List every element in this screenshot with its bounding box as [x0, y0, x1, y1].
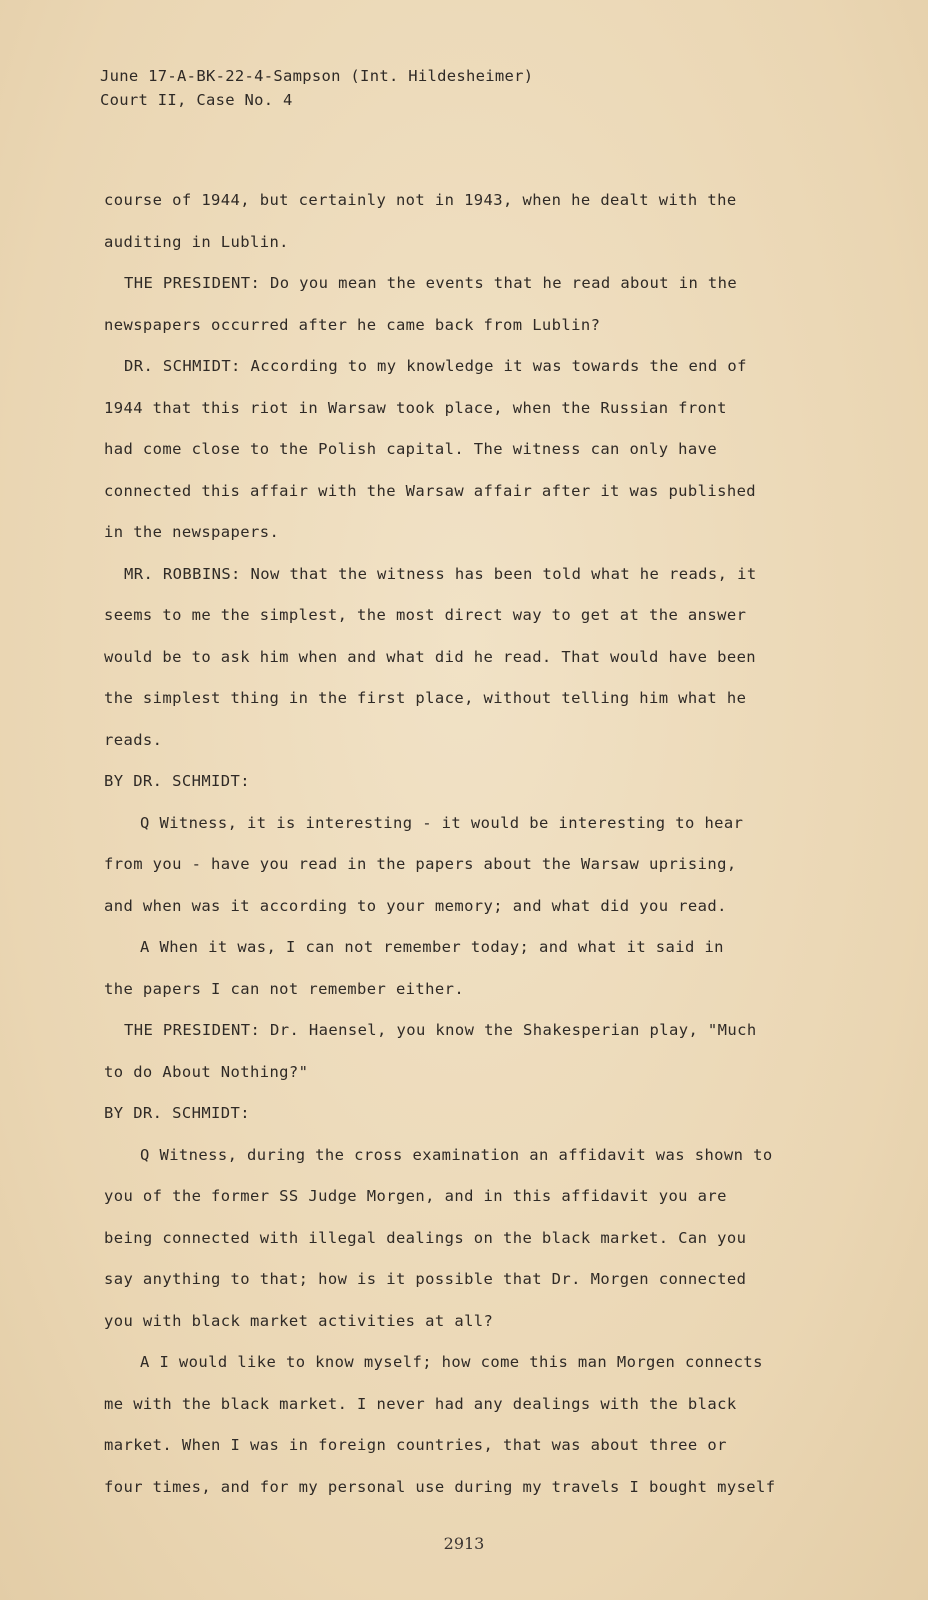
transcript-line: had come close to the Polish capital. The witness can only have: [104, 440, 718, 458]
transcript-line: you with black market activities at all?: [104, 1311, 494, 1330]
transcript-paragraph: [104, 1010, 824, 1093]
transcript-line: BY DR. SCHMIDT:: [104, 1104, 250, 1122]
transcript-line: and when was it according to your memory; and what did you read.: [104, 896, 727, 915]
transcript-line: say anything to that; how is it possible that Dr. Morgen connected: [104, 1270, 747, 1288]
transcript-line: 1944 that this riot in Warsaw took place, when the Russian front: [104, 398, 727, 417]
transcript-paragraph: [104, 1093, 824, 1135]
transcript-body: [104, 180, 824, 1508]
transcript-line: course of 1944, but certainly not in 1943, when he dealt with the: [104, 191, 737, 209]
transcript-line: BY DR. SCHMIDT:: [104, 772, 250, 790]
transcript-line: from you - have you read in the papers about the Warsaw uprising,: [104, 855, 737, 873]
transcript-line: THE PRESIDENT: Dr. Haensel, you know the Shakesperian play, "Much: [124, 1021, 757, 1039]
transcript-line: being connected with illegal dealings on the black market. Can you: [104, 1228, 747, 1247]
transcript-line: MR. ROBBINS: Now that the witness has been told what he reads, it: [124, 564, 757, 583]
header-line-1: June 17-A-BK-22-4-Sampson (Int. Hildesheimer): [100, 67, 534, 85]
transcript-line: the simplest thing in the first place, without telling him what he: [104, 689, 747, 707]
transcript-paragraph: [104, 1342, 824, 1508]
transcript-line: newspapers occurred after he came back from Lublin?: [104, 315, 601, 334]
transcript-line: the papers I can not remember either.: [104, 979, 465, 998]
transcript-paragraph: [104, 927, 824, 1010]
transcript-line: A When it was, I can not remember today; and what it said in: [140, 938, 724, 956]
transcript-line: in the newspapers.: [104, 523, 280, 541]
transcript-line: market. When I was in foreign countries, that was about three or: [104, 1436, 727, 1454]
transcript-line: Q Witness, it is interesting - it would be interesting to hear: [140, 813, 744, 832]
transcript-line: me with the black market. I never had any dealings with the black: [104, 1394, 737, 1413]
transcript-paragraph: [104, 554, 824, 762]
transcript-paragraph: [104, 803, 824, 928]
transcript-line: to do About Nothing?": [104, 1062, 309, 1081]
transcript-paragraph: [104, 1135, 824, 1343]
transcript-line: seems to me the simplest, the most direct way to get at the answer: [104, 606, 747, 624]
transcript-line: reads.: [104, 730, 163, 749]
page-number: 2913: [443, 1534, 485, 1553]
transcript-line: four times, and for my personal use during my travels I bought myself: [104, 1477, 776, 1496]
transcript-line: connected this affair with the Warsaw affair after it was published: [104, 481, 757, 500]
transcript-paragraph: [104, 263, 824, 346]
transcript-line: A I would like to know myself; how come this man Morgen connects: [140, 1353, 763, 1371]
transcript-paragraph: [104, 346, 824, 554]
transcript-line: THE PRESIDENT: Do you mean the events that he read about in the: [124, 274, 738, 292]
document-header: [100, 64, 533, 112]
transcript-paragraph: [104, 180, 824, 263]
transcript-line: Q Witness, during the cross examination an affidavit was shown to: [140, 1145, 773, 1164]
transcript-line: auditing in Lublin.: [104, 232, 289, 251]
transcript-line: DR. SCHMIDT: According to my knowledge it was towards the end of: [124, 357, 747, 375]
transcript-line: you of the former SS Judge Morgen, and in this affidavit you are: [104, 1187, 727, 1205]
transcript-paragraph: [104, 761, 824, 803]
transcript-line: would be to ask him when and what did he read. That would have been: [104, 647, 757, 666]
header-line-2: Court II, Case No. 4: [100, 91, 293, 109]
